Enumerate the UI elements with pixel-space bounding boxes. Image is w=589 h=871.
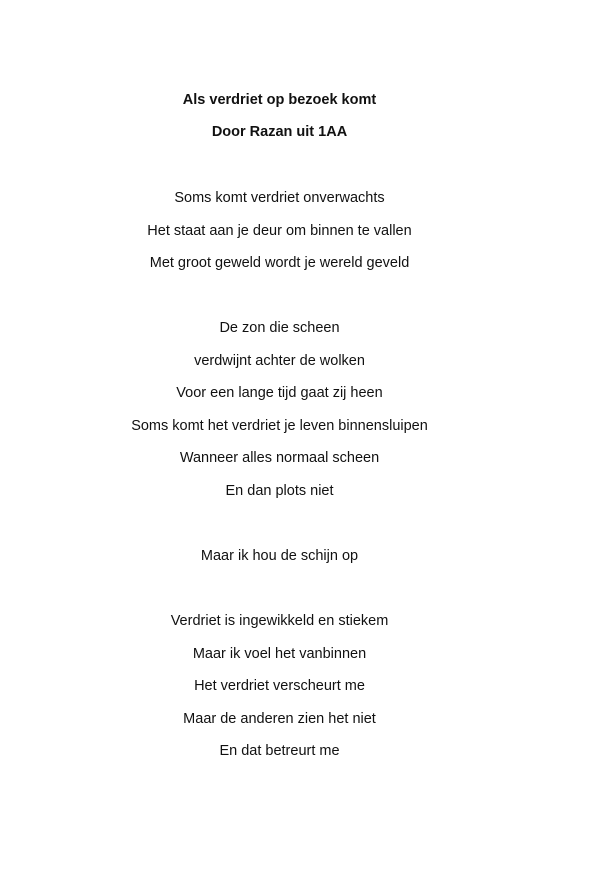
poem-line: Het verdriet verscheurt me <box>194 678 365 695</box>
poem-line: Verdriet is ingewikkeld en stiekem <box>170 613 389 629</box>
poem-line: Soms komt het verdriet je leven binnensluipen <box>131 417 428 434</box>
poem-line: En dan plots niet <box>225 482 334 499</box>
poem-line: En dat betreurt me <box>219 743 340 760</box>
stanza-4 <box>0 612 559 775</box>
stanza-2 <box>0 319 559 515</box>
poem-line: Soms komt verdriet onverwachts <box>174 190 385 206</box>
poem-line: Maar ik voel het vanbinnen <box>192 645 367 662</box>
stanza-3 <box>0 547 559 580</box>
poem-line: Wanneer alles normaal scheen <box>179 450 380 467</box>
poem-line: Voor een lange tijd gaat zij heen <box>176 385 383 402</box>
poem-line: Maar ik hou de schijn op <box>200 548 359 564</box>
poem-line: verdwijnt achter de wolken <box>194 352 365 369</box>
poem-line: Met groot geweld wordt je wereld geveld <box>149 255 410 272</box>
poem-line: Maar de anderen zien het niet <box>183 710 376 727</box>
poem-title: Als verdriet op bezoek komt <box>182 92 377 108</box>
poem-line: De zon die scheen <box>219 320 340 336</box>
stanza-1 <box>0 189 559 287</box>
poem-author: Door Razan uit 1AA <box>211 124 348 140</box>
poem-line: Het staat aan je deur om binnen te vallen <box>147 222 412 239</box>
